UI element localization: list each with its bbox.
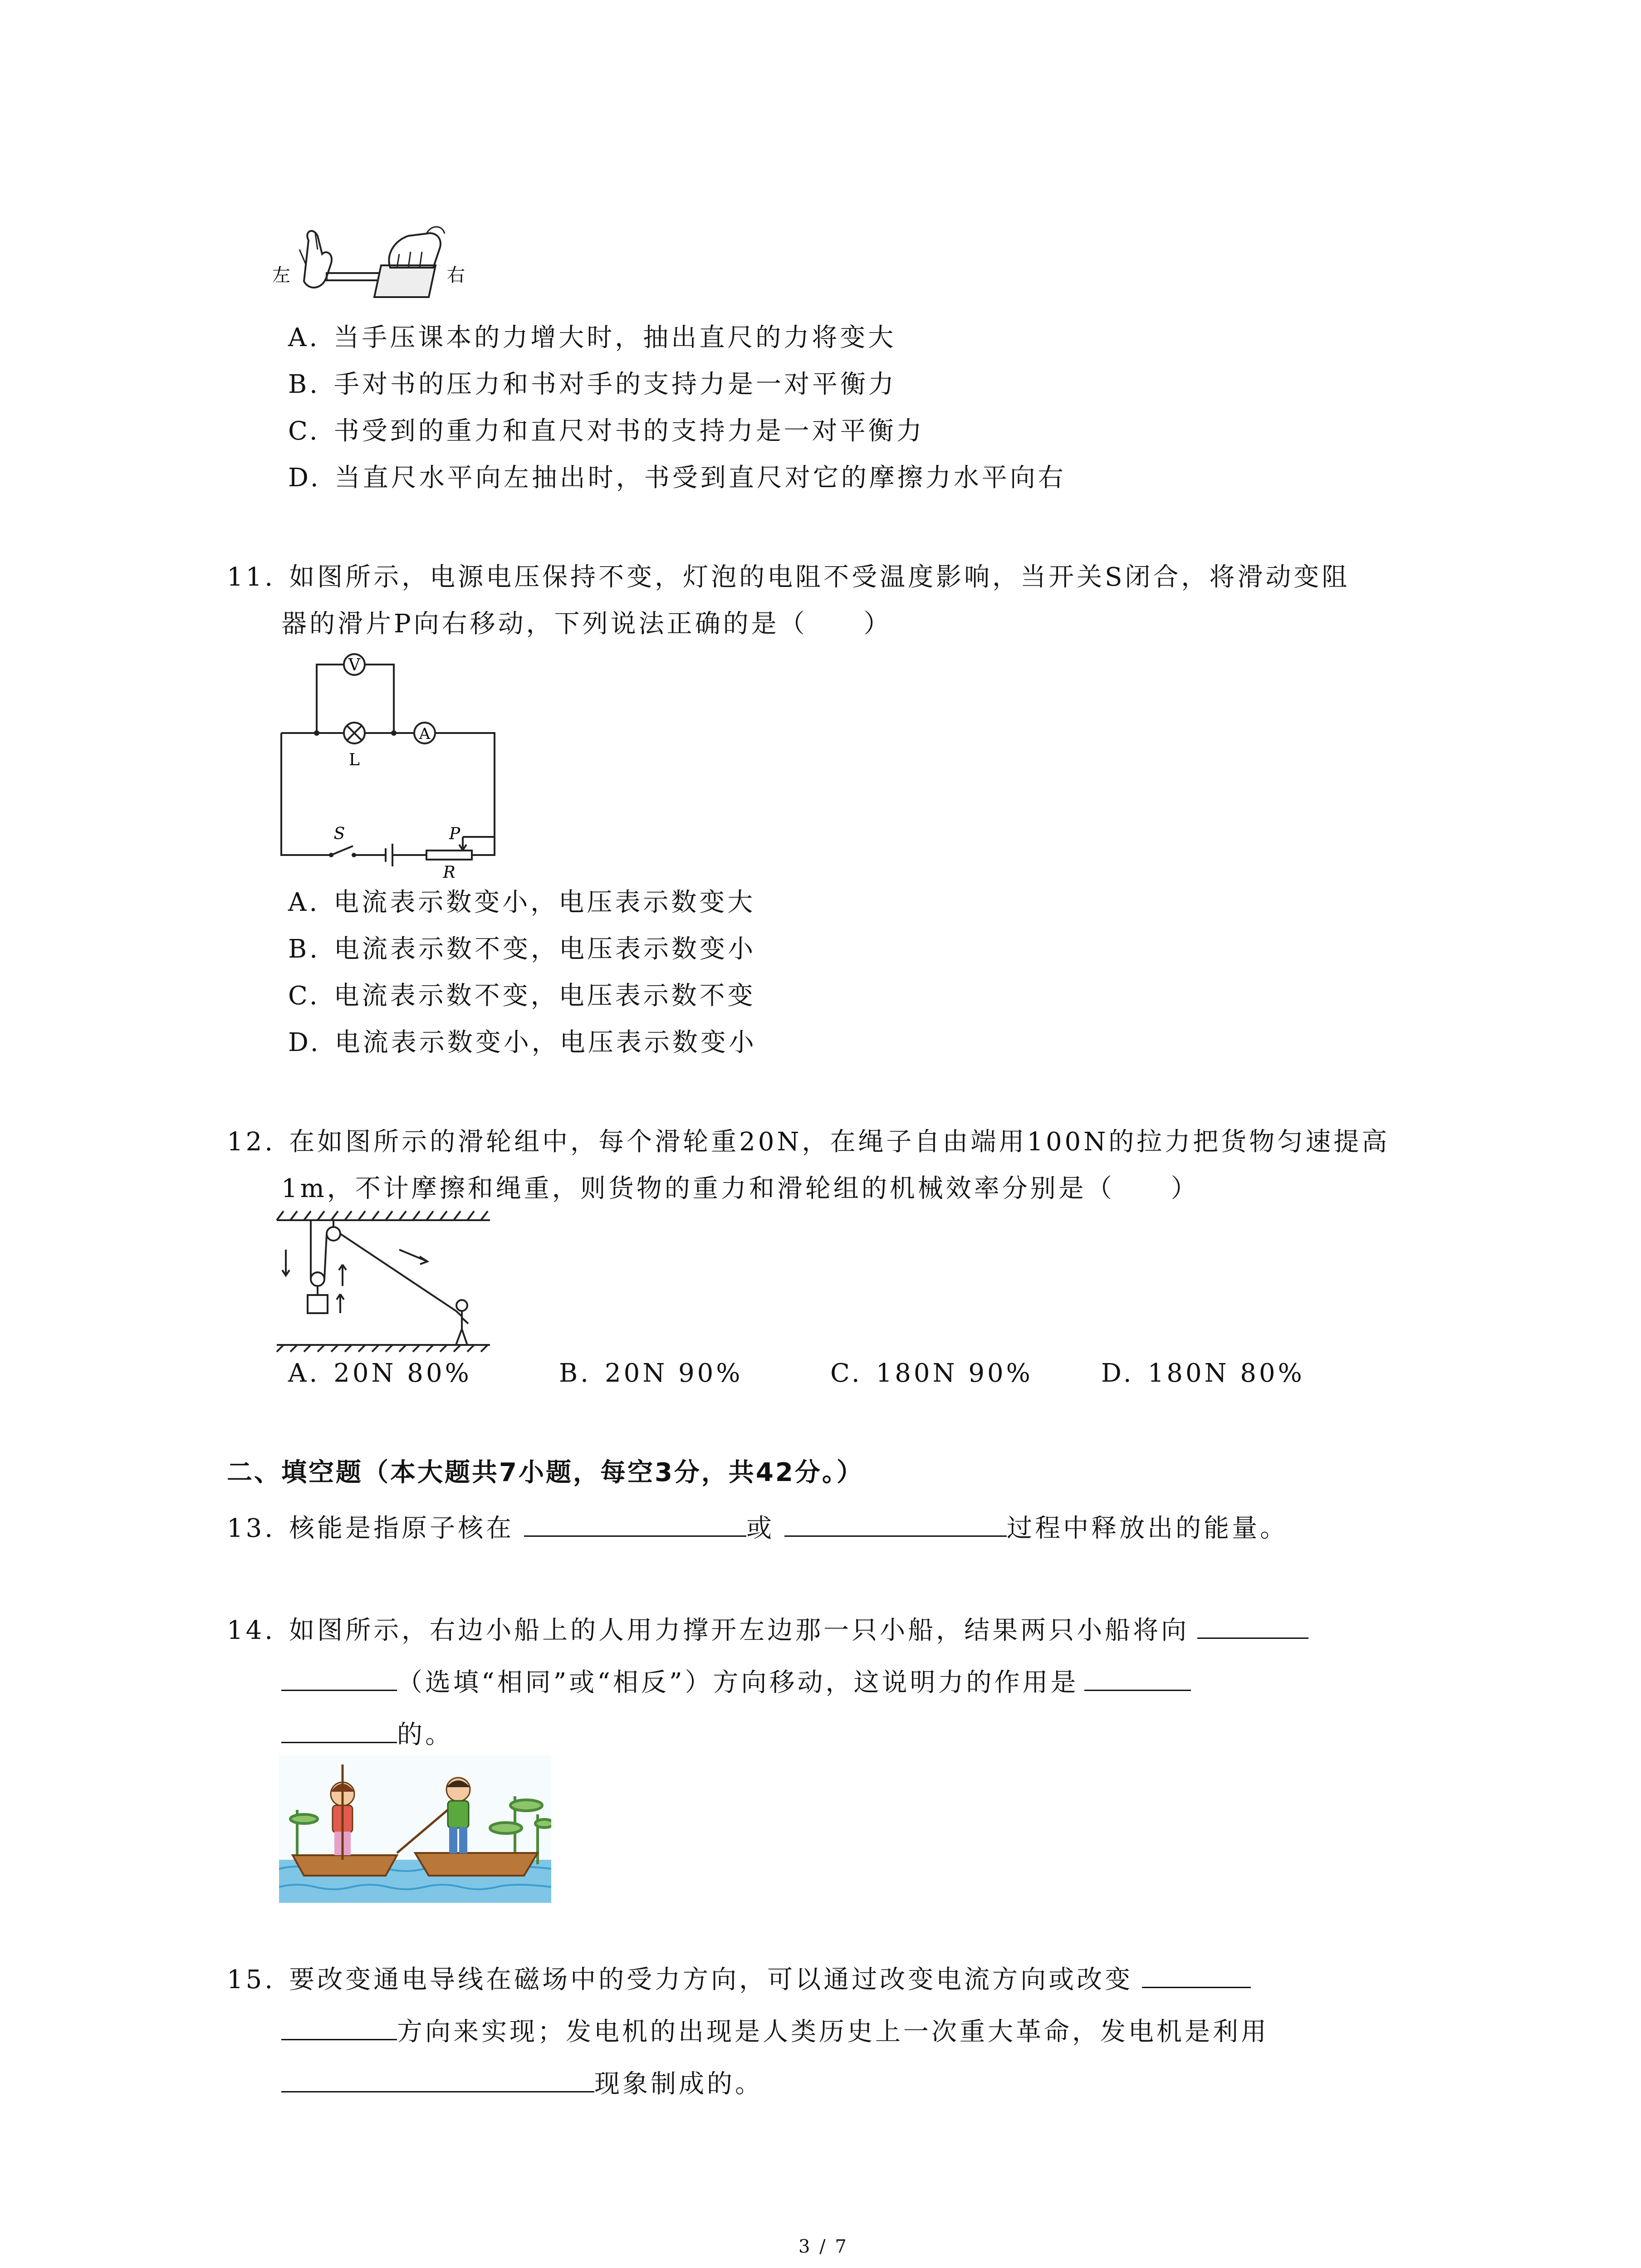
option-text: 20N 80% — [333, 1359, 472, 1388]
option-letter: B. — [288, 934, 320, 964]
question-number: 13. — [227, 1514, 276, 1543]
q10-option-d[interactable] — [288, 455, 1066, 501]
lamp-label: L — [349, 751, 360, 769]
page-number: 3 / 7 — [798, 2236, 848, 2257]
q10-figure-right-label: 右 — [447, 265, 465, 286]
resistor-label: R — [443, 863, 456, 882]
q10-option-a[interactable] — [288, 315, 896, 361]
q11-option-a[interactable] — [288, 880, 755, 925]
q10-option-b[interactable] — [288, 362, 896, 407]
q15-stem-line3: 现象制成的。 — [281, 2059, 763, 2107]
option-text: 电流表示数不变，电压表示数不变 — [333, 981, 756, 1011]
q13-blank-2[interactable] — [784, 1504, 1007, 1537]
q11-stem-line2: 器的滑片P向右移动，下列说法正确的是（ ） — [281, 609, 892, 639]
option-letter: A. — [288, 888, 320, 917]
q11-stem-line1: 11. 如图所示，电源电压保持不变，灯泡的电阻不受温度影响，当开关S闭合，将滑动变阻 — [227, 555, 1350, 600]
question-number: 15. — [227, 1965, 276, 1994]
q14-blank-2[interactable] — [1084, 1658, 1191, 1691]
section-heading: 二、填空题（本大题共7小题，每空3分，共42分。） — [227, 1458, 864, 1487]
q14-stem-line2: （选填“相同”或“相反”）方向移动，这说明力的作用是 — [281, 1658, 1191, 1706]
q15-blank-1[interactable] — [1142, 1955, 1251, 1988]
q14-stem-line3: 的。 — [281, 1710, 453, 1758]
option-text: 20N 90% — [604, 1359, 743, 1388]
q10-figure-left-label: 左 — [272, 265, 290, 286]
ammeter-label: A — [419, 725, 431, 743]
q11-option-d[interactable] — [288, 1020, 757, 1066]
option-text: 手对书的压力和书对手的支持力是一对平衡力 — [333, 370, 896, 399]
q13-blank-1[interactable] — [524, 1504, 746, 1537]
q15-blank-2[interactable] — [281, 2059, 594, 2092]
q10-option-c[interactable] — [288, 409, 925, 454]
q15-blank-1-continued[interactable] — [281, 2007, 397, 2040]
option-text: 180N 90% — [876, 1359, 1033, 1388]
option-letter: D. — [1101, 1359, 1134, 1388]
voltmeter-label: V — [348, 656, 360, 675]
question-number: 14. — [227, 1616, 276, 1645]
q10-figure — [272, 222, 481, 308]
option-letter: C. — [288, 416, 320, 446]
option-text: 电流表示数变小，电压表示数变大 — [333, 888, 756, 917]
q13-stem: 13. 核能是指原子核在 或 过程中释放出的能量。 — [227, 1504, 1288, 1551]
q12-stem-line1: 12. 在如图所示的滑轮组中，每个滑轮重20N，在绳子自由端用100N的拉力把货物匀速提高 — [227, 1119, 1390, 1165]
option-text: 电流表示数变小，电压表示数变小 — [334, 1028, 757, 1057]
q11-option-c[interactable] — [288, 973, 756, 1019]
option-letter: D. — [288, 463, 321, 493]
q14-boats-picture — [279, 1755, 551, 1903]
q12-stem-line2: 1m，不计摩擦和绳重，则货物的重力和滑轮组的机械效率分别是（ ） — [281, 1174, 1199, 1203]
option-letter: B. — [288, 370, 320, 399]
slider-label: P — [449, 825, 460, 843]
q12-option-a[interactable] — [288, 1351, 472, 1396]
q15-stem-line1: 15. 要改变通电导线在磁场中的受力方向，可以通过改变电流方向或改变 — [227, 1955, 1251, 2003]
option-letter: C. — [288, 981, 320, 1011]
option-letter: A. — [288, 323, 320, 352]
option-text: 当直尺水平向左抽出时，书受到直尺对它的摩擦力水平向右 — [334, 463, 1066, 493]
option-text: 书受到的重力和直尺对书的支持力是一对平衡力 — [333, 416, 925, 446]
option-text: 当手压课本的力增大时，抽出直尺的力将变大 — [333, 323, 896, 352]
option-letter: C. — [830, 1359, 862, 1388]
q14-stem-line1: 14. 如图所示，右边小船上的人用力撑开左边那一只小船，结果两只小船将向 — [227, 1606, 1308, 1653]
q12-option-c[interactable] — [830, 1351, 1033, 1396]
question-number: 11. — [227, 562, 276, 592]
question-number: 12. — [227, 1127, 276, 1157]
q12-pulley-diagram — [272, 1207, 499, 1356]
q11-option-b[interactable] — [288, 927, 756, 972]
q14-blank-1-continued[interactable] — [281, 1658, 397, 1691]
option-text: 电流表示数不变，电压表示数变小 — [333, 934, 756, 964]
switch-label: S — [333, 825, 345, 843]
option-letter: B. — [559, 1359, 591, 1388]
q12-option-d[interactable] — [1101, 1351, 1305, 1396]
option-letter: A. — [288, 1359, 320, 1388]
option-text: 180N 80% — [1147, 1359, 1305, 1388]
q12-option-b[interactable] — [559, 1351, 743, 1396]
q14-blank-1[interactable] — [1197, 1606, 1308, 1639]
q11-circuit-diagram — [272, 646, 508, 882]
q14-blank-2-continued[interactable] — [281, 1710, 397, 1743]
q15-stem-line2: 方向来实现；发电机的出现是人类历史上一次重大革命，发电机是利用 — [281, 2007, 1269, 2055]
option-letter: D. — [288, 1028, 321, 1057]
